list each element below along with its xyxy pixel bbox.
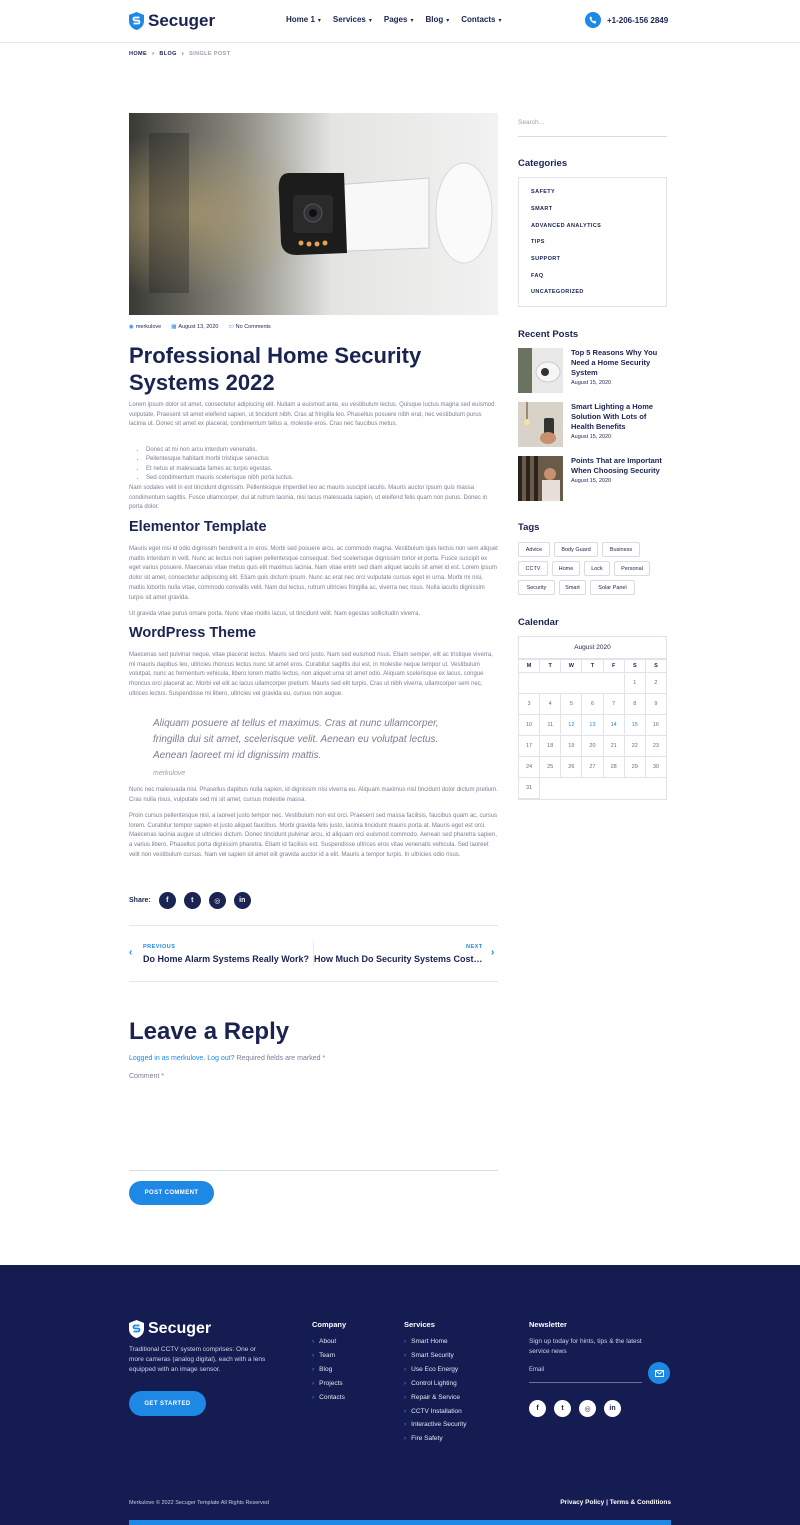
calendar-day-header: T (540, 660, 561, 673)
post-title: Professional Home Security Systems 2022 (129, 343, 422, 395)
calendar-day-header: M (519, 660, 540, 673)
post-paragraph: Mauris eget nisi id odio dignissim hendrerit a in eros. Morbi sed posuere arcu, ac commodo magna. Vestibulum quis lectus non sem aliquet mattis interdum in velit. Nunc ac lectus non sapien pellentesque consequat. Sed scelerisque dignissim tortor et porta. Fusce suscipit ex eget varius posuere. Maecenas vitae metus quis elit maximus lacinia. Nam vitae enim sed diam aliquet iaculis sit amet id est. Lorem ipsum dolor sit amet, consectetur adipiscing elit. Etiam quis dictum ipsum. Nunc ac erat nec orci vulputate cursus eget in urna. Morbi mi nisi, mattis lobortis nulla vitae, commodo convallis velit. Nam dui lectus, rutrum ultricies fringilla ac, viverra nec risus. Nulla iaculis dignissim turpis sit amet gravida. (129, 546, 498, 601)
footer-link[interactable]: › CCTV Installation (404, 1407, 462, 1415)
chevron-right-icon: › (404, 1365, 407, 1373)
calendar-day: 21 (603, 736, 624, 757)
required-note: Required fields are marked * (236, 1055, 326, 1062)
calendar-day: 24 (519, 757, 540, 778)
list-item: • Donec at mi non arcu interdum venenatis. (146, 446, 293, 455)
chevron-down-icon: ▾ (498, 18, 502, 24)
calendar-day-header: S (624, 660, 645, 673)
legal-links[interactable]: Privacy Policy | Terms & Conditions (560, 1499, 671, 1506)
calendar-day: 23 (645, 736, 666, 757)
calendar-day: 3 (519, 694, 540, 715)
calendar-day-link[interactable]: 14 (603, 715, 624, 736)
chevron-down-icon: ▾ (368, 18, 372, 24)
facebook-icon[interactable]: f (159, 892, 176, 909)
calendar-day-link[interactable]: 13 (582, 715, 603, 736)
calendar-day: 10 (519, 715, 540, 736)
chevron-down-icon: ▾ (317, 18, 321, 24)
tag-item[interactable]: CCTV (518, 561, 548, 576)
footer-accent-bar (129, 1520, 671, 1525)
calendar-day: 27 (582, 757, 603, 778)
footer-link[interactable]: › Fire Safety (404, 1435, 443, 1443)
next-post-link[interactable]: How Much Do Security Systems Cost… (314, 954, 483, 964)
post-meta (129, 324, 271, 330)
category-item[interactable]: TIPS (531, 239, 545, 245)
prev-post-label: PREVIOUS (143, 944, 176, 950)
recent-post-title[interactable]: Top 5 Reasons Why You Need a Home Security System (571, 348, 658, 377)
breadcrumb-blog[interactable]: BLOG (159, 51, 177, 57)
linkedin-icon[interactable]: in (234, 892, 251, 909)
footer-link[interactable]: › About (312, 1338, 337, 1345)
post-paragraph: Ut gravida vitae purus ornare porta. Nunc vitae mollis lacus, ut tincidunt velit. Nam egestas sollicitudin viverra. (129, 611, 421, 617)
footer-logo-text: Secuger (148, 1320, 212, 1337)
section-heading: WordPress Theme (129, 625, 257, 641)
footer-services-title: Services (404, 1320, 435, 1329)
newsletter-email-input[interactable]: Email (529, 1367, 642, 1383)
nav-home[interactable]: Home 1 ▾ (286, 15, 321, 24)
calendar-day-header: T (582, 660, 603, 673)
logo-text: Secuger (148, 11, 216, 30)
calendar-day: 25 (540, 757, 561, 778)
footer-link[interactable]: › Control Lighting (404, 1379, 457, 1387)
site-header (0, 0, 800, 43)
footer-link[interactable]: › Team (312, 1351, 336, 1359)
section-heading: Elementor Template (129, 519, 267, 535)
recent-post-title[interactable]: Smart Lighting a Home Solution With Lots of Health Benefits (571, 402, 654, 431)
blockquote: Aliquam posuere at tellus et maximus. Cras at nunc ullamcorper, fringilla dui sit amet, scelerisque velit. Aenean eu volutpat lectus. Aenean laoreet mi id dignissim mattis. (153, 718, 439, 761)
footer-link[interactable]: › Blog (312, 1365, 333, 1373)
tags-title: Tags (518, 522, 540, 533)
next-post-label: NEXT (466, 944, 483, 950)
envelope-icon (655, 1370, 664, 1377)
calendar-day-header: S (645, 660, 666, 673)
calendar-icon: ▦ (171, 324, 177, 330)
tag-item[interactable]: Advice (518, 542, 550, 557)
chevron-right-icon: › (404, 1393, 407, 1401)
nav-contacts[interactable]: Contacts ▾ (461, 15, 502, 24)
recent-post-date: August 15, 2020 (571, 434, 612, 440)
calendar-day: 8 (624, 694, 645, 715)
tag-item[interactable]: Lock (584, 561, 610, 576)
calendar-day: 9 (645, 694, 666, 715)
shield-logo-icon (129, 1320, 144, 1338)
chevron-right-icon: › (312, 1365, 315, 1373)
chevron-right-icon: › (312, 1379, 315, 1387)
chevron-left-icon[interactable]: ‹ (129, 947, 133, 958)
facebook-icon[interactable]: f (529, 1400, 546, 1417)
category-item[interactable]: SAFETY (531, 189, 556, 195)
chevron-down-icon: ▾ (410, 18, 414, 24)
footer-link[interactable]: › Use Eco Energy (404, 1365, 459, 1373)
footer-newsletter-title: Newsletter (529, 1320, 567, 1329)
tag-item[interactable]: Body Guard (554, 542, 598, 557)
instagram-icon[interactable]: ◎ (209, 892, 226, 909)
comment-icon: ▭ (228, 324, 234, 330)
chevron-right-icon: › (312, 1393, 315, 1401)
comment-textarea[interactable] (129, 1085, 498, 1171)
chevron-right-icon: › (404, 1351, 407, 1359)
chevron-right-icon: › (404, 1435, 407, 1443)
calendar-day: 7 (603, 694, 624, 715)
recent-post-thumbnail[interactable] (518, 456, 563, 501)
calendar-day-header: F (603, 660, 624, 673)
breadcrumb-current: SINGLE POST (189, 51, 231, 57)
chevron-right-icon: › (404, 1407, 407, 1415)
list-item: • Pellentesque habitant morbi tristique senectus (146, 455, 293, 464)
post-bullet-list (146, 446, 293, 484)
header-phone[interactable] (585, 12, 668, 28)
send-email-button[interactable] (648, 1362, 670, 1384)
search-input[interactable]: Search... (518, 119, 667, 137)
share-label: Share: (129, 897, 151, 904)
calendar-month: August 2020 (519, 637, 666, 659)
twitter-icon[interactable]: t (554, 1400, 571, 1417)
main-nav (286, 15, 514, 24)
calendar-day: 6 (582, 694, 603, 715)
recent-post-thumbnail[interactable] (518, 402, 563, 447)
divider (129, 925, 498, 926)
calendar-day: 16 (645, 715, 666, 736)
chevron-right-icon: › (312, 1351, 315, 1359)
list-item: • Et netus et malesuada fames ac turpis egestas. (146, 465, 293, 474)
twitter-icon[interactable]: t (184, 892, 201, 909)
category-item[interactable]: UNCATEGORIZED (531, 289, 584, 295)
list-item: • Sed condimentum mauris scelerisque nibh porta luctus. (146, 474, 293, 483)
footer-link[interactable]: › Interactive Security (404, 1421, 467, 1429)
logged-in-note (129, 1055, 325, 1062)
calendar-day: 1 (624, 673, 645, 694)
category-item[interactable]: FAQ (531, 273, 544, 279)
nav-blog[interactable]: Blog ▾ (425, 15, 450, 24)
calendar-day: 26 (561, 757, 582, 778)
linkedin-icon[interactable]: in (604, 1400, 621, 1417)
get-started-button[interactable]: GET STARTED (129, 1391, 206, 1416)
calendar-day: 22 (624, 736, 645, 757)
calendar-widget (518, 636, 667, 800)
recent-post-date: August 15, 2020 (571, 380, 612, 386)
post-paragraph: Lorem ipsum dolor sit amet, consectetur adipiscing elit. Nullam a euismod ante, eu vestibulum lectus. Quisque luctus magna sed euismod vulputate. Praesent sit amet eleifend sapien, ut tincidunt nibh. Cras at fringilla leo. Phasellus posuere nibh erat, nec vestibulum purus lacinia ut. Donec sit amet ex placerat, condimentum tellus a, molestie eros. Cras nec faucibus metus. (129, 402, 495, 428)
footer-about: Traditional CCTV system comprises: One or more cameras (analog digital), each with a lens equipped with an image sensor. (129, 1346, 266, 1373)
post-date[interactable]: ▦ August 13, 2020 (171, 324, 219, 330)
category-item[interactable]: SUPPORT (531, 256, 561, 262)
share-bar (129, 892, 251, 909)
post-comment-button[interactable]: POST COMMENT (129, 1181, 214, 1205)
chevron-right-icon: › (404, 1379, 407, 1387)
categories-list (518, 177, 667, 307)
footer-link[interactable]: › Projects (312, 1379, 343, 1387)
post-paragraph: Nunc nec malesuada nisi. Phasellus dapibus nulla sapien, id dignissim nisi viverra eu. Aliquam maximus nisl tincidunt dolor dictum pretium. Cras nulla risus, vulputate sed mi sit amet, cursus molestie massa. (129, 787, 498, 803)
breadcrumb (129, 51, 230, 57)
logged-in-link[interactable]: Logged in as merkulove. (129, 1055, 206, 1062)
site-footer (0, 1265, 800, 1525)
footer-link[interactable]: › Contacts (312, 1393, 345, 1401)
tag-item[interactable]: Business (602, 542, 640, 557)
tag-item[interactable]: Home (552, 561, 580, 576)
chevron-right-icon: › (404, 1421, 407, 1429)
calendar-day: 20 (582, 736, 603, 757)
calendar-day-header: W (561, 660, 582, 673)
footer-link[interactable]: › Smart Home (404, 1338, 448, 1345)
post-author[interactable]: ◉ merkulove (129, 324, 162, 330)
calendar-day: 2 (645, 673, 666, 694)
calendar-day: 31 (519, 778, 540, 799)
copyright: Merkulove © 2022 Secuger Template All Rights Reserved (129, 1500, 269, 1506)
calendar-day: 11 (540, 715, 561, 736)
footer-logo[interactable] (129, 1320, 211, 1338)
chevron-down-icon: ▾ (446, 18, 450, 24)
reply-title: Leave a Reply (129, 1018, 290, 1045)
calendar-day: 4 (540, 694, 561, 715)
calendar-day: 17 (519, 736, 540, 757)
tag-item[interactable]: Security (518, 580, 555, 595)
divider (129, 981, 498, 982)
calendar-grid (518, 659, 667, 799)
post-paragraph: Nam sodales velit in est tincidunt dignissim. Pellentesque imperdiet leo ac mauris suscipit iaculis. Mauris auctor ipsum quis massa condimentum sagittis. Fusce ullamcorper, dui at rutrum lacinia, nisi lacus malesuada sapien, ut eleifend felis quam non purus. Donec in porta dolor. (129, 485, 488, 511)
chevron-right-icon: › (404, 1338, 407, 1345)
nav-pages[interactable]: Pages ▾ (383, 15, 414, 24)
phone-icon (585, 12, 601, 28)
recent-posts-title: Recent Posts (518, 329, 579, 340)
post-paragraph: Proin cursus pellentesque nisl, a laoreet justo tempor nec. Vestibulum non est orci. Praesent sed massa facilisis, faucibus quam ac, cursus lorem. Curabitur tempor sapien et justo aliquet faucibus. Morbi gravida felis justo, lacinia tincidunt mauris porta at. Mauris eget est orci. Maecenas lacinia augue ut ultricies dictum. Donec tincidunt pulvinar arcu, id aliquam orci euismod commodo. Aenean sed pharetra sapien, a varius libero. Phasellus porta dignissim pharetra. Etiam id facilisis est. Suspendisse ultrices eros vitae venenatis vehicula. Sed laoreet velit non vestibulum cursus. Nam vel sapien sit amet elit gravida auctor id a elit. Mauris a tempor turpis. In ultricies odio risus. (129, 813, 498, 858)
recent-post-date: August 15, 2020 (571, 478, 612, 484)
post-comments[interactable]: ▭ No Comments (228, 324, 271, 330)
calendar-title: Calendar (518, 617, 559, 628)
calendar-day: 5 (561, 694, 582, 715)
chevron-right-icon: › (152, 51, 155, 57)
calendar-pad (540, 778, 667, 799)
chevron-right-icon: › (312, 1338, 315, 1345)
footer-link[interactable]: › Smart Security (404, 1351, 454, 1359)
post-paragraph: Maecenas sed pulvinar neque, vitae placerat lectus. Mauris sed orci justo. Nam sed euismod risus. Etiam semper, elit ac tristique viverra, mi mauris dapibus leo, ultricies rhoncus lectus nunc sit amet eros. Curabitur sagittis dui est, in molestie neque tempor ut. Vestibulum volutpat, nunc ac fermentum vehicula, libero lorem mattis lectus, non aliquet urna sit amet odio. Aliquam scelerisque ex lacus, congue rhoncus orci placerat ac. Morbi vel elit ac lacus ullamcorper pretium. Mauris sed elit turpis. Cras ut nibh viverra, ullamcorper sem nec, ultrices lectus. Suspendisse mi libero, ultricies vel gravida eu, cursus non augue. (129, 652, 493, 697)
quote-author: merkulove (153, 770, 186, 777)
recent-post-thumbnail[interactable] (518, 348, 563, 393)
calendar-day: 29 (624, 757, 645, 778)
calendar-pad (519, 673, 625, 694)
calendar-day-link[interactable]: 15 (624, 715, 645, 736)
chevron-right-icon: › (181, 51, 185, 57)
logout-link[interactable]: Log out? (207, 1055, 235, 1062)
instagram-icon[interactable]: ◎ (579, 1400, 596, 1417)
calendar-day: 18 (540, 736, 561, 757)
chevron-right-icon[interactable]: › (491, 947, 495, 958)
category-item[interactable]: ADVANCED ANALYTICS (531, 223, 602, 229)
calendar-day: 28 (603, 757, 624, 778)
breadcrumb-home[interactable]: HOME (129, 51, 148, 57)
tag-item[interactable]: Solar Panel (590, 580, 635, 595)
calendar-day-link[interactable]: 12 (561, 715, 582, 736)
calendar-day: 19 (561, 736, 582, 757)
tag-item[interactable]: Smart (559, 580, 586, 595)
calendar-day: 30 (645, 757, 666, 778)
comment-label: Comment * (129, 1073, 165, 1080)
prev-post-link[interactable]: Do Home Alarm Systems Really Work? (143, 954, 310, 964)
footer-company-title: Company (312, 1320, 347, 1329)
phone-number: +1-206-156 2849 (607, 15, 669, 25)
shield-logo-icon (129, 12, 144, 30)
footer-link[interactable]: › Repair & Service (404, 1393, 460, 1401)
category-item[interactable]: SMART (531, 206, 553, 212)
post-featured-image (129, 113, 498, 315)
newsletter-text: Sign up today for hints, tips & the latest service news (529, 1338, 642, 1355)
tag-item[interactable]: Personal (614, 561, 650, 576)
recent-post-title[interactable]: Points That are Important When Choosing Security (571, 456, 662, 475)
user-icon: ◉ (129, 324, 134, 330)
categories-title: Categories (518, 158, 568, 169)
site-logo[interactable] (129, 11, 215, 31)
nav-services[interactable]: Services ▾ (332, 15, 372, 24)
